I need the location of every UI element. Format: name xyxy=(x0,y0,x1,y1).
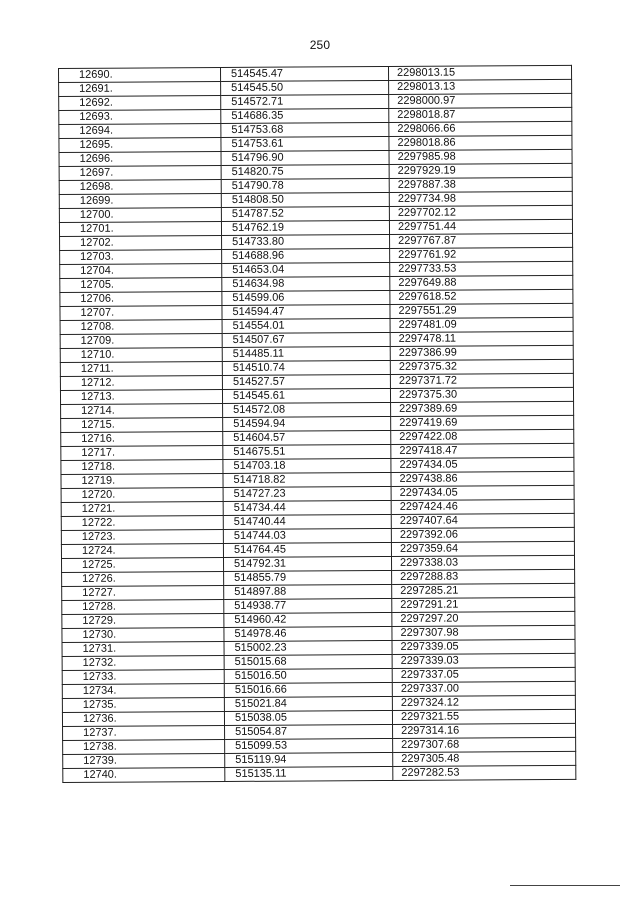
y-coordinate-cell: 2297297.20 xyxy=(392,611,575,626)
point-number-cell: 12726. xyxy=(62,571,224,586)
point-number-cell: 12713. xyxy=(60,390,222,405)
y-coordinate-cell: 2297375.32 xyxy=(390,359,573,374)
point-number-cell: 12723. xyxy=(61,529,223,544)
point-number-cell: 12727. xyxy=(62,585,224,600)
page-edge-line xyxy=(510,885,620,886)
y-coordinate-cell: 2297618.52 xyxy=(390,289,573,304)
y-coordinate-cell: 2297407.64 xyxy=(391,513,574,528)
x-coordinate-cell: 515016.66 xyxy=(224,682,392,697)
y-coordinate-cell: 2298066.66 xyxy=(389,121,572,136)
x-coordinate-cell: 514485.11 xyxy=(222,346,390,361)
point-number-cell: 12715. xyxy=(61,418,223,433)
x-coordinate-cell: 514787.52 xyxy=(221,206,389,221)
y-coordinate-cell: 2297288.83 xyxy=(392,569,575,584)
point-number-cell: 12706. xyxy=(60,292,222,307)
point-number-cell: 12725. xyxy=(61,557,223,572)
y-coordinate-cell: 2297337.05 xyxy=(392,667,575,682)
point-number-cell: 12720. xyxy=(61,487,223,502)
point-number-cell: 12734. xyxy=(62,683,224,698)
x-coordinate-cell: 514753.61 xyxy=(221,136,389,151)
x-coordinate-cell: 514599.06 xyxy=(222,290,390,305)
x-coordinate-cell: 514718.82 xyxy=(223,472,391,487)
x-coordinate-cell: 514808.50 xyxy=(221,192,389,207)
y-coordinate-cell: 2297339.05 xyxy=(392,639,575,654)
point-number-cell: 12717. xyxy=(61,446,223,461)
point-number-cell: 12695. xyxy=(59,138,221,153)
x-coordinate-cell: 514688.96 xyxy=(222,248,390,263)
coordinates-table xyxy=(58,65,576,783)
x-coordinate-cell: 514545.50 xyxy=(221,80,389,95)
point-number-cell: 12693. xyxy=(59,110,221,125)
y-coordinate-cell: 2297339.03 xyxy=(392,653,575,668)
x-coordinate-cell: 514855.79 xyxy=(224,570,392,585)
point-number-cell: 12707. xyxy=(60,306,222,321)
x-coordinate-cell: 514507.67 xyxy=(222,332,390,347)
x-coordinate-cell: 514634.98 xyxy=(222,276,390,291)
x-coordinate-cell: 515054.87 xyxy=(225,724,393,739)
y-coordinate-cell: 2297434.05 xyxy=(391,457,574,472)
x-coordinate-cell: 515015.68 xyxy=(224,654,392,669)
point-number-cell: 12724. xyxy=(61,543,223,558)
x-coordinate-cell: 514733.80 xyxy=(222,234,390,249)
point-number-cell: 12731. xyxy=(62,641,224,656)
y-coordinate-cell: 2297481.09 xyxy=(390,317,573,332)
point-number-cell: 12708. xyxy=(60,320,222,335)
point-number-cell: 12710. xyxy=(60,348,222,363)
y-coordinate-cell: 2297751.44 xyxy=(389,219,572,234)
y-coordinate-cell: 2297305.48 xyxy=(393,751,576,766)
point-number-cell: 12730. xyxy=(62,627,224,642)
x-coordinate-cell: 514572.71 xyxy=(221,94,389,109)
x-coordinate-cell: 514790.78 xyxy=(221,178,389,193)
y-coordinate-cell: 2297285.21 xyxy=(392,583,575,598)
point-number-cell: 12690. xyxy=(59,68,221,83)
point-number-cell: 12696. xyxy=(59,152,221,167)
point-number-cell: 12728. xyxy=(62,599,224,614)
y-coordinate-cell: 2297324.12 xyxy=(392,695,575,710)
point-number-cell: 12718. xyxy=(61,460,223,475)
point-number-cell: 12712. xyxy=(60,376,222,391)
point-number-cell: 12697. xyxy=(59,166,221,181)
y-coordinate-cell: 2297761.92 xyxy=(390,247,573,262)
x-coordinate-cell: 515135.11 xyxy=(225,766,393,781)
point-number-cell: 12721. xyxy=(61,501,223,516)
table-row xyxy=(63,765,576,782)
point-number-cell: 12735. xyxy=(62,697,224,712)
x-coordinate-cell: 514604.57 xyxy=(223,430,391,445)
x-coordinate-cell: 515002.23 xyxy=(224,640,392,655)
y-coordinate-cell: 2297307.98 xyxy=(392,625,575,640)
x-coordinate-cell: 514554.01 xyxy=(222,318,390,333)
point-number-cell: 12711. xyxy=(60,362,222,377)
point-number-cell: 12709. xyxy=(60,334,222,349)
x-coordinate-cell: 514594.94 xyxy=(223,416,391,431)
x-coordinate-cell: 514978.46 xyxy=(224,626,392,641)
y-coordinate-cell: 2297702.12 xyxy=(389,205,572,220)
point-number-cell: 12716. xyxy=(61,432,223,447)
y-coordinate-cell: 2297985.98 xyxy=(389,149,572,164)
y-coordinate-cell: 2297337.00 xyxy=(392,681,575,696)
y-coordinate-cell: 2297419.69 xyxy=(391,415,574,430)
x-coordinate-cell: 514734.44 xyxy=(223,500,391,515)
page-number: 250 xyxy=(309,38,331,52)
y-coordinate-cell: 2297649.88 xyxy=(390,275,573,290)
x-coordinate-cell: 514686.35 xyxy=(221,108,389,123)
y-coordinate-cell: 2298018.86 xyxy=(389,135,572,150)
point-number-cell: 12699. xyxy=(59,194,221,209)
y-coordinate-cell: 2298018.87 xyxy=(389,107,572,122)
x-coordinate-cell: 514572.08 xyxy=(223,402,391,417)
x-coordinate-cell: 514897.88 xyxy=(224,584,392,599)
x-coordinate-cell: 515038.05 xyxy=(224,710,392,725)
y-coordinate-cell: 2297422.08 xyxy=(391,429,574,444)
y-coordinate-cell: 2297418.47 xyxy=(391,443,574,458)
y-coordinate-cell: 2297438.86 xyxy=(391,471,574,486)
point-number-cell: 12719. xyxy=(61,473,223,488)
y-coordinate-cell: 2298000.97 xyxy=(389,93,572,108)
y-coordinate-cell: 2297282.53 xyxy=(393,765,576,780)
point-number-cell: 12705. xyxy=(60,278,222,293)
point-number-cell: 12729. xyxy=(62,613,224,628)
x-coordinate-cell: 515099.53 xyxy=(225,738,393,753)
x-coordinate-cell: 514764.45 xyxy=(223,542,391,557)
x-coordinate-cell: 514740.44 xyxy=(223,514,391,529)
y-coordinate-cell: 2297314.16 xyxy=(393,723,576,738)
y-coordinate-cell: 2297767.87 xyxy=(390,233,573,248)
x-coordinate-cell: 514792.31 xyxy=(223,556,391,571)
point-number-cell: 12691. xyxy=(59,82,221,97)
y-coordinate-cell: 2297359.64 xyxy=(391,541,574,556)
y-coordinate-cell: 2297392.06 xyxy=(391,527,574,542)
point-number-cell: 12736. xyxy=(62,711,224,726)
y-coordinate-cell: 2297371.72 xyxy=(390,373,573,388)
point-number-cell: 12703. xyxy=(60,250,222,265)
y-coordinate-cell: 2297389.69 xyxy=(391,401,574,416)
x-coordinate-cell: 514753.68 xyxy=(221,122,389,137)
x-coordinate-cell: 514762.19 xyxy=(221,220,389,235)
point-number-cell: 12701. xyxy=(59,222,221,237)
y-coordinate-cell: 2297321.55 xyxy=(392,709,575,724)
y-coordinate-cell: 2297733.53 xyxy=(390,261,573,276)
point-number-cell: 12739. xyxy=(63,753,225,768)
point-number-cell: 12733. xyxy=(62,669,224,684)
x-coordinate-cell: 514938.77 xyxy=(224,598,392,613)
point-number-cell: 12738. xyxy=(63,739,225,754)
x-coordinate-cell: 514594.47 xyxy=(222,304,390,319)
y-coordinate-cell: 2297307.68 xyxy=(393,737,576,752)
point-number-cell: 12737. xyxy=(63,725,225,740)
x-coordinate-cell: 514820.75 xyxy=(221,164,389,179)
x-coordinate-cell: 514653.04 xyxy=(222,262,390,277)
x-coordinate-cell: 515119.94 xyxy=(225,752,393,767)
y-coordinate-cell: 2297424.46 xyxy=(391,499,574,514)
y-coordinate-cell: 2297734.98 xyxy=(389,191,572,206)
point-number-cell: 12722. xyxy=(61,515,223,530)
coordinates-table-body xyxy=(59,65,576,782)
point-number-cell: 12698. xyxy=(59,180,221,195)
point-number-cell: 12740. xyxy=(63,767,225,782)
y-coordinate-cell: 2297478.11 xyxy=(390,331,573,346)
point-number-cell: 12704. xyxy=(60,264,222,279)
y-coordinate-cell: 2297375.30 xyxy=(390,387,573,402)
y-coordinate-cell: 2298013.13 xyxy=(389,79,572,94)
x-coordinate-cell: 514527.57 xyxy=(222,374,390,389)
y-coordinate-cell: 2297338.03 xyxy=(391,555,574,570)
x-coordinate-cell: 514744.03 xyxy=(223,528,391,543)
x-coordinate-cell: 515021.84 xyxy=(224,696,392,711)
point-number-cell: 12732. xyxy=(62,655,224,670)
point-number-cell: 12714. xyxy=(61,404,223,419)
x-coordinate-cell: 514510.74 xyxy=(222,360,390,375)
point-number-cell: 12700. xyxy=(59,208,221,223)
y-coordinate-cell: 2297291.21 xyxy=(392,597,575,612)
x-coordinate-cell: 514545.61 xyxy=(222,388,390,403)
x-coordinate-cell: 514727.23 xyxy=(223,486,391,501)
y-coordinate-cell: 2297551.29 xyxy=(390,303,573,318)
x-coordinate-cell: 514796.90 xyxy=(221,150,389,165)
x-coordinate-cell: 514545.47 xyxy=(221,66,389,81)
x-coordinate-cell: 515016.50 xyxy=(224,668,392,683)
point-number-cell: 12694. xyxy=(59,124,221,139)
point-number-cell: 12692. xyxy=(59,96,221,111)
y-coordinate-cell: 2297434.05 xyxy=(391,485,574,500)
x-coordinate-cell: 514703.18 xyxy=(223,458,391,473)
y-coordinate-cell: 2297386.99 xyxy=(390,345,573,360)
x-coordinate-cell: 514960.42 xyxy=(224,612,392,627)
y-coordinate-cell: 2297929.19 xyxy=(389,163,572,178)
y-coordinate-cell: 2298013.15 xyxy=(388,65,571,80)
y-coordinate-cell: 2297887.38 xyxy=(389,177,572,192)
point-number-cell: 12702. xyxy=(60,236,222,251)
x-coordinate-cell: 514675.51 xyxy=(223,444,391,459)
